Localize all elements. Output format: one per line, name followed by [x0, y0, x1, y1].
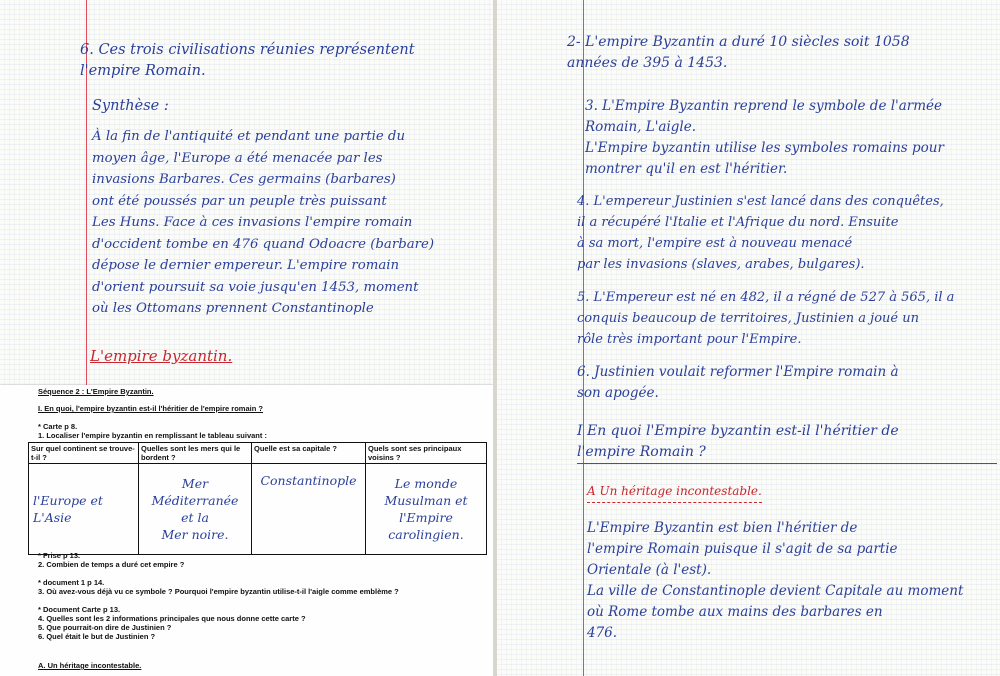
right-notebook-page	[497, 0, 1000, 676]
answer-2: 2- L'empire Byzantin a duré 10 siècles soit 1058 années de 395 à 1453.	[567, 34, 910, 71]
table-row	[29, 464, 487, 555]
worksheet-document-carte: * Document Carte p 13.	[38, 605, 121, 614]
worksheet-section-a: A. Un héritage incontestable.	[38, 661, 142, 670]
worksheet-main-question: I. En quoi, l'empire byzantin est-il l'héritier de l'empire romain ?	[38, 404, 263, 413]
table-cell-answer: Mer Méditerranée et la Mer noire.	[139, 464, 252, 555]
worksheet-question-5: 5. Que pourrait-on dire de Justinien ?	[38, 623, 172, 632]
table-header-row	[29, 443, 487, 464]
worksheet-instruction: 1. Localiser l'empire byzantin en remplissant le tableau suivant :	[38, 431, 267, 440]
worksheet-question-2: 2. Combien de temps a duré cet empire ?	[38, 560, 185, 569]
answer-6: 6. Justinien voulait reformer l'Empire romain à son apogée.	[577, 364, 899, 401]
worksheet-table	[28, 442, 487, 555]
section-question: I En quoi l'Empire byzantin est-il l'héritier de l'empire Romain ?	[577, 421, 997, 464]
worksheet-question-4: 4. Quelles sont les 2 informations principales que nous donne cette carte ?	[38, 614, 306, 623]
left-item-6: 6. Ces trois civilisations réunies représentent l'empire Romain.	[80, 42, 415, 79]
worksheet-frise: * Frise p 13.	[38, 551, 81, 560]
worksheet-document-1: * document 1 p 14.	[38, 578, 105, 587]
synthese-text: À la fin de l'antiquité et pendant une partie du moyen âge, l'Europe a été menacée par les invasions Barbares. Ces germains (barbares) ont été poussés par un peuple très puissant Les Huns. Face à ces invasions l'empire romain d'occident tombe en 476 quand Odoacre (barbare) dépose le dernier empereur. L'empire romain d'orient poursuit sa voie jusqu'en 1453, moment où les Ottomans prennent Constantinople	[92, 129, 435, 316]
worksheet-question-6: 6. Quel était le but de Justinien ?	[38, 632, 156, 641]
lesson-title: L'empire byzantin.	[90, 347, 233, 365]
table-header: Quelles sont les mers qui le bordent ?	[139, 443, 252, 464]
table-cell-answer: l'Europe et L'Asie	[29, 464, 139, 555]
table-header: Quels sont ses principaux voisins ?	[366, 443, 487, 464]
table-header: Quelle est sa capitale ?	[252, 443, 366, 464]
worksheet-question-3: 3. Où avez-vous déjà vu ce symbole ? Pourquoi l'empire byzantin utilise-t-il l'aigle comme emblème ?	[38, 587, 399, 596]
section-a-title: A Un héritage incontestable.	[587, 481, 762, 503]
left-notebook-page	[0, 0, 493, 676]
conclusion-text: L'Empire Byzantin est bien l'héritier de l'empire Romain puisque il s'agit de sa partie Orientale (à l'est). La ville de Constantinople devient Capitale au moment où Rome tombe aux mains des barbares en 476.	[587, 520, 964, 641]
printed-worksheet	[0, 385, 493, 676]
answer-3: 3. L'Empire Byzantin reprend le symbole de l'armée Romain, L'aigle. L'Empire byzantin utilise les symboles romains pour montrer qu'il en est l'héritier.	[585, 98, 944, 177]
worksheet-sequence-title: Séquence 2 : L'Empire Byzantin.	[38, 387, 154, 396]
worksheet-carte: * Carte p 8.	[38, 422, 78, 431]
answer-4: 4. L'empereur Justinien s'est lancé dans des conquêtes, il a récupéré l'Italie et l'Afrique du nord. Ensuite à sa mort, l'empire est à nouveau menacé par les invasions (slaves, arabes, bulgares).	[577, 194, 944, 272]
table-header: Sur quel continent se trouve-t-il ?	[29, 443, 139, 464]
table-cell-answer: Le monde Musulman et l'Empire carolingien.	[366, 464, 487, 555]
table-cell-answer: Constantinople	[252, 464, 366, 555]
answer-5: 5. L'Empereur est né en 482, il a régné de 527 à 565, il a conquis beaucoup de territoires, Justinien a joué un rôle très important pour l'Empire.	[577, 290, 955, 347]
synthese-title: Synthèse :	[92, 98, 169, 114]
